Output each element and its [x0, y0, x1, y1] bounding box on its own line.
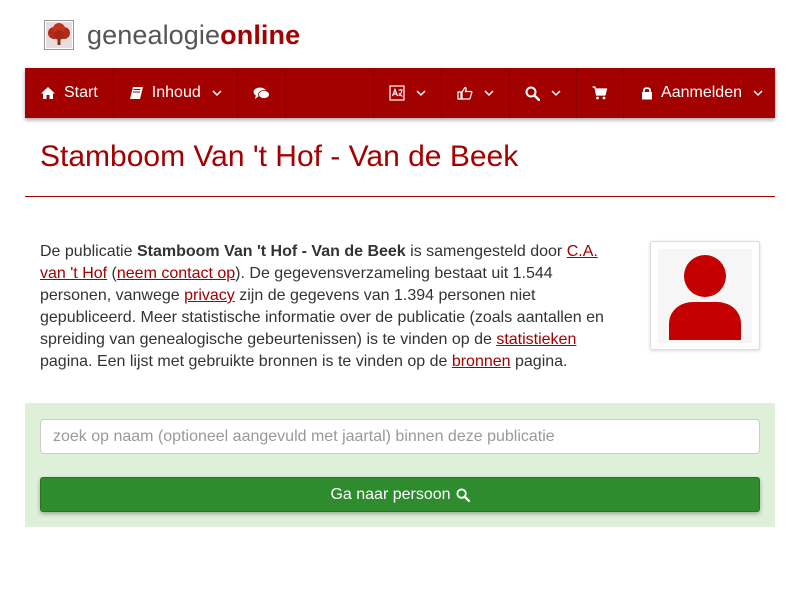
- publication-intro: [40, 241, 620, 373]
- cart-icon: [592, 86, 608, 100]
- chevron-down-icon: [212, 90, 222, 97]
- tree-icon: [44, 20, 74, 50]
- contact-link[interactable]: neem contact op: [116, 265, 236, 282]
- translate-icon: [389, 85, 405, 101]
- home-icon: [40, 86, 56, 100]
- book-icon: [129, 86, 144, 100]
- nav-forum[interactable]: [238, 68, 286, 118]
- statistics-link[interactable]: statistieken: [496, 331, 577, 348]
- person-search-input[interactable]: [40, 419, 760, 454]
- nav-shop[interactable]: [577, 68, 624, 118]
- sources-link[interactable]: bronnen: [451, 353, 511, 370]
- intro-text: pagina. Een lijst met gebruikte bronnen is te vinden op de: [40, 353, 452, 370]
- nav-contents-label: Inhoud: [151, 84, 201, 101]
- intro-text: (: [107, 265, 117, 282]
- author-link[interactable]: C.A. van 't Hof: [40, 243, 598, 282]
- author-avatar-card: [650, 241, 760, 350]
- chevron-down-icon: [484, 90, 494, 97]
- intro-text: De publicatie: [40, 243, 137, 260]
- intro-text: pagina.: [510, 353, 568, 370]
- privacy-link[interactable]: privacy: [184, 287, 235, 304]
- go-to-person-button[interactable]: [40, 477, 760, 512]
- intro-text: ). De gegevensverzameling bestaat uit 1.544 personen, vanwege: [40, 265, 553, 304]
- nav-contents[interactable]: [114, 68, 238, 118]
- go-button-label: Ga naar persoon: [330, 485, 451, 503]
- page-title: Stamboom Van 't Hof - Van de Beek: [40, 140, 519, 173]
- chevron-down-icon: [551, 90, 561, 97]
- nav-share[interactable]: [442, 68, 510, 118]
- intro-text: zijn de gegevens van 1.394 personen niet gepubliceerd. Meer statistische informatie over de publicatie (zoals aantallen en spreiding van genealogische gebeurtenissen) is te vinden op de: [40, 287, 604, 348]
- person-search-panel: [25, 403, 775, 527]
- site-brand[interactable]: [44, 18, 300, 52]
- nav-search[interactable]: [510, 68, 577, 118]
- publication-name: Stamboom Van 't Hof - Van de Beek: [136, 243, 406, 260]
- nav-start-label: Start: [64, 84, 98, 101]
- chevron-down-icon: [416, 90, 426, 97]
- intro-text: is samengesteld door: [405, 243, 567, 260]
- nav-spacer: [286, 68, 374, 118]
- lock-icon: [641, 86, 653, 100]
- user-icon: [667, 252, 743, 340]
- search-icon: [456, 488, 470, 502]
- nav-login[interactable]: [626, 68, 775, 118]
- nav-login-label: Aanmelden: [661, 84, 742, 101]
- chevron-down-icon: [753, 90, 763, 97]
- main-navbar: [25, 68, 775, 118]
- comments-icon: [253, 86, 270, 100]
- search-icon: [525, 86, 540, 101]
- nav-start[interactable]: [25, 68, 114, 118]
- site-name: genealogieonline: [87, 19, 301, 50]
- nav-language[interactable]: [374, 68, 442, 118]
- title-divider: [25, 196, 775, 197]
- avatar: [658, 249, 752, 343]
- thumbs-up-icon: [457, 86, 473, 100]
